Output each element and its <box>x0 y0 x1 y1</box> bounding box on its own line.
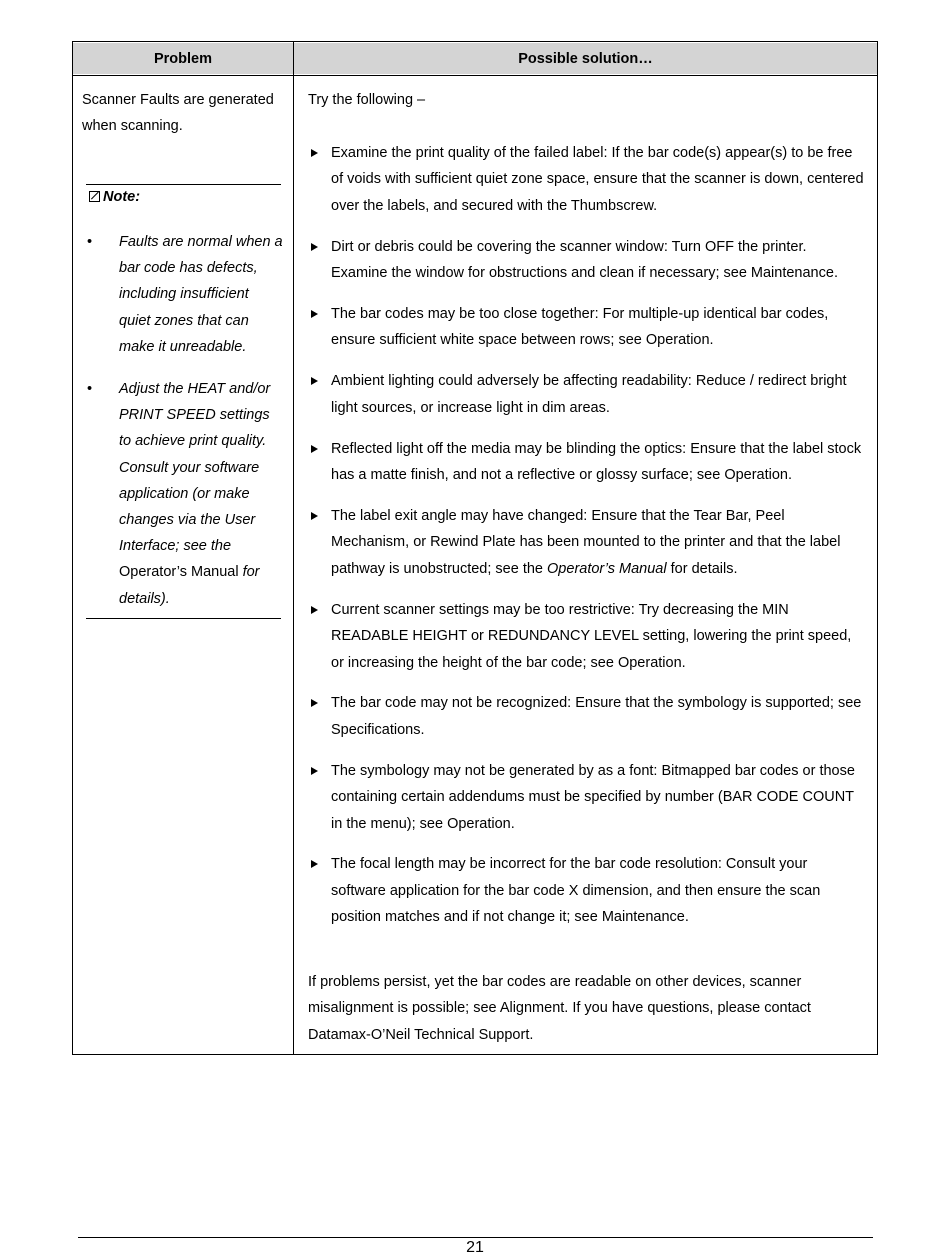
list-item: Reflected light off the media may be blinding the optics: Ensure that the label stock has a matte finish, and not a reflective or glossy surface; see Operation. <box>309 436 864 489</box>
list-item: Examine the print quality of the failed label: If the bar code(s) appear(s) to be free of voids with sufficient quiet zone space, ensure that the scanner is down, centered over the labels, and secured with the Thumbscrew. <box>309 140 864 219</box>
page-number: 21 <box>466 1239 484 1256</box>
note-item-text: Adjust the HEAT and/or PRINT SPEED settings to achieve print quality. Consult your software application (or make changes via the User Interface; see the Operator’s Manual for details). <box>119 381 271 607</box>
triangle-bullet-icon <box>311 699 318 707</box>
list-item: The bar code may not be recognized: Ensure that the symbology is supported; see Specifications. <box>309 690 864 743</box>
footer-rule <box>78 1237 873 1238</box>
solution-intro: Try the following – <box>308 92 426 108</box>
manual-reference: Operator’s Manual <box>547 560 667 577</box>
note-label: Note: <box>103 189 141 205</box>
checkbox-note-icon <box>89 191 100 202</box>
triangle-bullet-icon <box>311 767 318 775</box>
triangle-bullet-icon <box>311 243 318 251</box>
note-item-text: Faults are normal when a bar code has defects, including insufficient quiet zones that can make it unreadable. <box>119 234 283 355</box>
triangle-bullet-icon <box>311 377 318 385</box>
note-heading <box>89 183 140 211</box>
closing-paragraph: If problems persist, yet the bar codes are readable on other devices, scanner misalignment is possible; see Alignment. If you have questions, please contact Datamax-O’Neil Technical Support. <box>308 974 811 1043</box>
triangle-bullet-icon <box>311 860 318 868</box>
triangle-bullet-icon <box>311 606 318 614</box>
problem-text: Scanner Faults are generated when scanning. <box>82 92 274 134</box>
list-item: Current scanner settings may be too restrictive: Try decreasing the MIN READABLE HEIGHT or REDUNDANCY LEVEL setting, lowering the print speed, or increasing the height of the bar code; see Operation. <box>309 597 864 676</box>
list-item: The symbology may not be generated by as a font: Bitmapped bar codes or those containing certain addendums must be specified by number (BAR CODE COUNT in the menu); see Operation. <box>309 758 864 837</box>
bullet-dot-icon: • <box>87 381 93 397</box>
triangle-bullet-icon <box>311 149 318 157</box>
column-divider <box>293 42 294 1054</box>
solution-list <box>309 140 864 945</box>
triangle-bullet-icon <box>311 310 318 318</box>
triangle-bullet-icon <box>311 512 318 520</box>
table-header-row <box>73 42 877 76</box>
troubleshooting-table <box>72 41 878 1055</box>
list-item: The focal length may be incorrect for the bar code resolution: Consult your software application for the bar code X dimension, and then ensure the scan position matches and if not change it; see Maintenance. <box>309 851 864 930</box>
list-item: The label exit angle may have changed: Ensure that the Tear Bar, Peel Mechanism, or Rewind Plate has been mounted to the printer and that the label pathway is unobstructed; see the Operator’s Manual for details. <box>309 503 864 582</box>
list-item: The bar codes may be too close together: For multiple-up identical bar codes, ensure sufficient white space between rows; see Operation. <box>309 301 864 354</box>
note-bottom-rule <box>86 618 281 619</box>
header-problem: Problem <box>153 51 212 67</box>
bullet-dot-icon: • <box>87 234 93 250</box>
list-item: Ambient lighting could adversely be affecting readability: Reduce / redirect bright light sources, or increase light in dim areas. <box>309 368 864 421</box>
manual-reference: Operator’s Manual <box>119 564 239 581</box>
header-possible-solution: Possible solution… <box>518 51 653 67</box>
list-item: Dirt or debris could be covering the scanner window: Turn OFF the printer. Examine the window for obstructions and clean if necessary; see Maintenance. <box>309 234 864 287</box>
triangle-bullet-icon <box>311 445 318 453</box>
